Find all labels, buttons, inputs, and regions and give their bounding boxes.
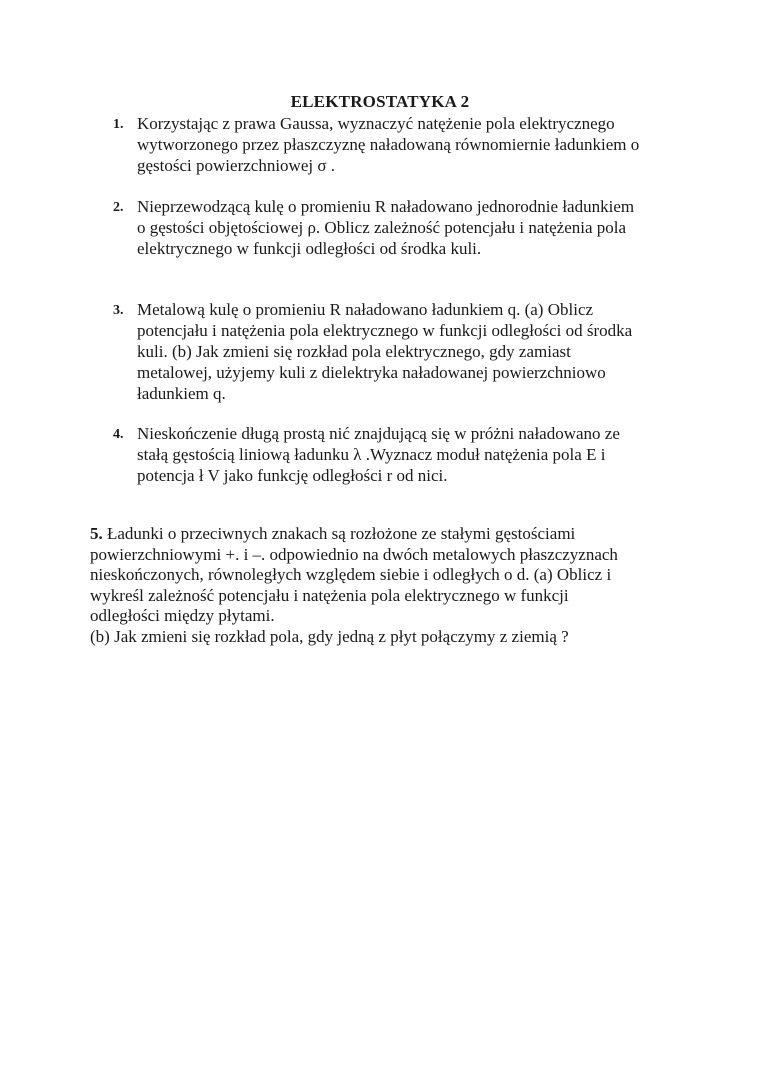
text-line: o gęstości objętościowej ρ. Oblicz zależność potencjału i natężenia pola	[137, 218, 627, 237]
text-line: odległości między płytami.	[90, 606, 275, 625]
text-line: kuli. (b) Jak zmieni się rozkład pola elektrycznego, gdy zamiast	[137, 342, 571, 361]
text-line	[90, 524, 655, 545]
text-line-content: Ładunki o przeciwnych znakach są rozłożone ze stałymi gęstościami	[107, 524, 576, 543]
text-line: (b) Jak zmieni się rozkład pola, gdy jedną z płyt połączymy z ziemią ?	[90, 626, 569, 646]
problem-4	[113, 423, 673, 486]
problem-3	[113, 299, 673, 404]
problem-number: 2.	[113, 200, 124, 215]
problem-1	[113, 113, 673, 176]
text-line: wytworzonego przez płaszczyznę naładowaną równomiernie ładunkiem o	[137, 135, 640, 154]
problem-number: 1.	[113, 117, 124, 132]
document-title: ELEKTROSTATYKA 2	[290, 92, 470, 111]
text-line: gęstości powierzchniowej σ .	[137, 156, 335, 175]
text-line: wykreśl zależność potencjału i natężenia pola elektrycznego w funkcji	[90, 585, 569, 605]
text-line: potencja ł V jako funkcję odległości r od nici.	[137, 466, 448, 485]
problem-number: 3.	[113, 303, 124, 318]
text-line: Korzystając z prawa Gaussa, wyznaczyć natężenie pola elektrycznego	[137, 114, 615, 133]
problem-text	[137, 299, 673, 404]
problem-number: 5.	[90, 524, 103, 543]
text-line: elektrycznego w funkcji odległości od środka kuli.	[137, 239, 482, 258]
text-line: powierzchniowymi +. i –. odpowiednio na dwóch metalowych płaszczyznach	[90, 544, 618, 564]
problem-2	[113, 196, 673, 259]
text-line: stałą gęstością liniową ładunku λ .Wyznacz moduł natężenia pola E i	[137, 445, 606, 464]
problem-text	[137, 113, 673, 176]
text-line: nieskończonych, równoległych względem siebie i odległych o d. (a) Oblicz i	[90, 565, 612, 584]
problem-text	[137, 423, 673, 486]
text-line: Metalową kulę o promieniu R naładowano ładunkiem q. (a) Oblicz	[137, 300, 594, 319]
problem-number: 4.	[113, 427, 124, 442]
problem-text	[137, 196, 673, 259]
problem-5	[90, 524, 655, 647]
text-line: ładunkiem q.	[137, 384, 226, 403]
text-line: potencjału i natężenia pola elektrycznego w funkcji odległości od środka	[137, 321, 633, 340]
text-line: metalowej, użyjemy kuli z dielektryka naładowanej powierzchniowo	[137, 363, 606, 382]
text-line: Nieskończenie długą prostą nić znajdującą się w próżni naładowano ze	[137, 424, 620, 443]
text-line: Nieprzewodzącą kulę o promieniu R naładowano jednorodnie ładunkiem	[137, 197, 635, 216]
